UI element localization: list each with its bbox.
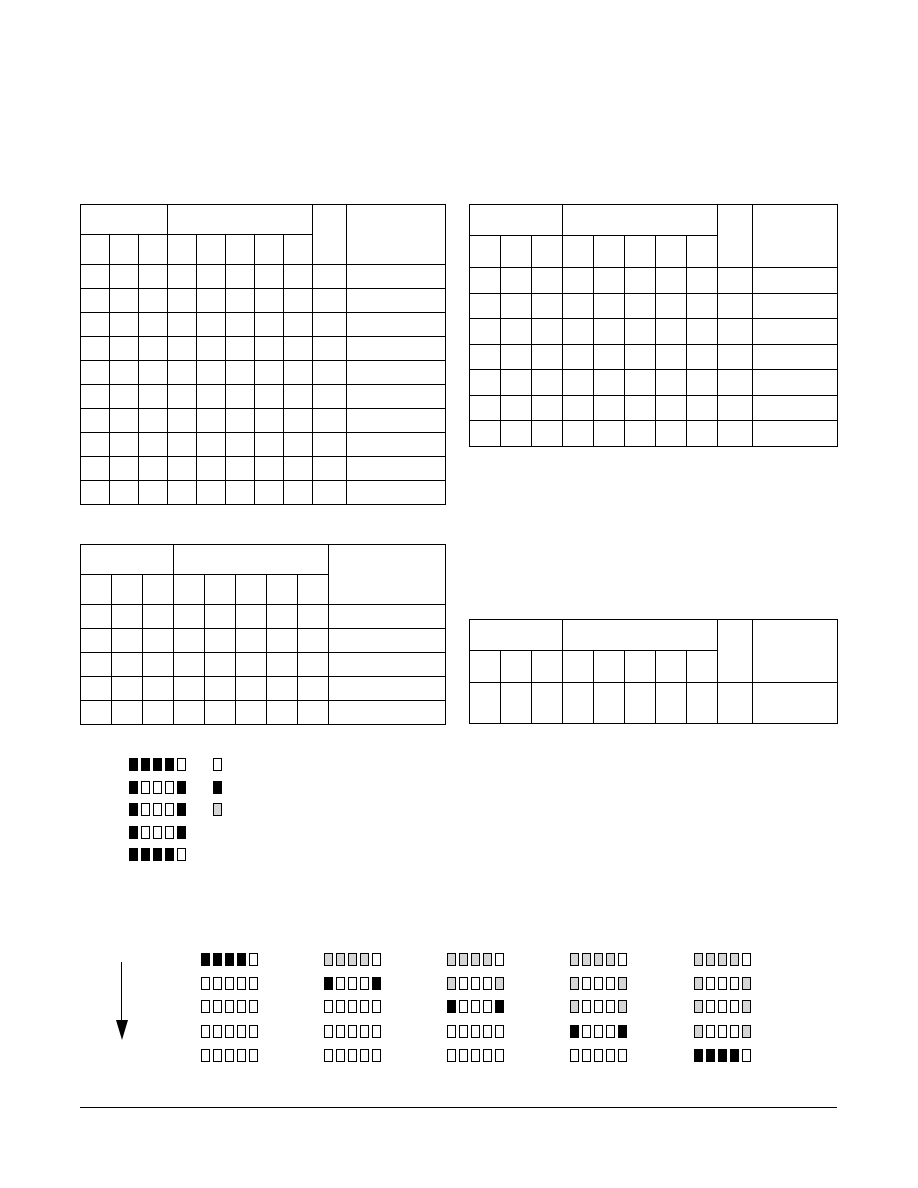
- legend-single-square: [213, 803, 222, 816]
- swatch-square: [348, 1049, 357, 1062]
- swatch-square: [372, 1025, 381, 1038]
- swatch-square: [177, 826, 186, 839]
- swatch-square: [447, 953, 456, 966]
- swatch-square: [225, 1000, 234, 1013]
- swatch-square: [706, 953, 715, 966]
- swatch-square: [742, 1000, 751, 1013]
- swatch-square: [324, 953, 333, 966]
- swatch-square: [606, 1000, 615, 1013]
- swatch-square: [336, 1025, 345, 1038]
- table-row: [81, 457, 446, 481]
- subheader-cell: [594, 236, 625, 268]
- swatch-square: [483, 1000, 492, 1013]
- swatch-square: [471, 1049, 480, 1062]
- swatch-square: [249, 953, 258, 966]
- swatch-square: [618, 1025, 627, 1038]
- swatch-square: [324, 1000, 333, 1013]
- swatch-square: [730, 953, 739, 966]
- swatch-square: [165, 781, 174, 794]
- swatch-square: [694, 977, 703, 990]
- swatch-square: [718, 953, 727, 966]
- swatch-square: [153, 848, 162, 861]
- table-4-body: [470, 683, 838, 724]
- arrow-down-icon: [116, 1020, 128, 1040]
- swatch-square: [570, 953, 579, 966]
- swatch-square: [249, 1025, 258, 1038]
- swatch-square: [742, 953, 751, 966]
- table-2-body: [470, 268, 838, 447]
- subheader-cell: [532, 236, 563, 268]
- swatch-row: [129, 758, 189, 771]
- header-cell: [174, 545, 329, 575]
- table-row: [81, 605, 446, 629]
- swatch-row: [694, 1025, 754, 1038]
- subheader-cell: [174, 575, 205, 605]
- swatch-square: [730, 1025, 739, 1038]
- subheader-cell: [594, 651, 625, 683]
- footer-rule: [80, 1107, 837, 1108]
- swatch-square: [718, 1025, 727, 1038]
- subheader-cell: [110, 235, 139, 265]
- swatch-square: [618, 1000, 627, 1013]
- swatch-row: [447, 1049, 507, 1062]
- swatch-square: [225, 1025, 234, 1038]
- swatch-square: [153, 826, 162, 839]
- swatch-square: [225, 1049, 234, 1062]
- subheader-cell: [255, 235, 284, 265]
- subheader-cell: [168, 235, 197, 265]
- swatch-square: [471, 1025, 480, 1038]
- subheader-cell: [298, 575, 329, 605]
- swatch-row: [324, 1000, 384, 1013]
- swatch-row: [201, 977, 261, 990]
- swatch-row: [201, 1000, 261, 1013]
- swatch-square: [570, 1000, 579, 1013]
- table-3-body: [81, 605, 446, 725]
- swatch-square: [225, 953, 234, 966]
- swatch-square: [165, 848, 174, 861]
- swatch-square: [570, 1025, 579, 1038]
- swatch-square: [582, 1049, 591, 1062]
- swatch-square: [742, 977, 751, 990]
- swatch-square: [153, 803, 162, 816]
- swatch-row: [447, 977, 507, 990]
- swatch-square: [336, 1000, 345, 1013]
- swatch-square: [348, 953, 357, 966]
- swatch-square: [348, 1025, 357, 1038]
- swatch-square: [483, 1025, 492, 1038]
- swatch-square: [495, 953, 504, 966]
- swatch-square: [141, 826, 150, 839]
- swatch-square: [360, 1025, 369, 1038]
- swatch-square: [249, 977, 258, 990]
- swatch-row: [447, 1000, 507, 1013]
- swatch-square: [606, 953, 615, 966]
- subheader-cell: [501, 651, 532, 683]
- subheader-cell: [267, 575, 298, 605]
- swatch-square: [694, 1025, 703, 1038]
- swatch-square: [213, 1025, 222, 1038]
- swatch-square: [177, 803, 186, 816]
- swatch-row: [129, 848, 189, 861]
- swatch-square: [165, 758, 174, 771]
- swatch-square: [237, 953, 246, 966]
- subheader-cell: [197, 235, 226, 265]
- swatch-row: [324, 1049, 384, 1062]
- swatch-row: [694, 1000, 754, 1013]
- subheader-cell: [501, 236, 532, 268]
- table-row: [81, 653, 446, 677]
- swatch-square: [360, 1000, 369, 1013]
- swatch-square: [249, 1000, 258, 1013]
- swatch-row: [694, 977, 754, 990]
- swatch-row: [447, 1025, 507, 1038]
- swatch-square: [165, 803, 174, 816]
- table-3: [80, 544, 446, 725]
- table-row: [470, 344, 838, 370]
- subheader-cell: [625, 651, 656, 683]
- header-cell: [168, 205, 313, 235]
- legend-single-square: [213, 781, 222, 794]
- swatch-row: [447, 953, 507, 966]
- swatch-square: [594, 1025, 603, 1038]
- subheader-cell: [112, 575, 143, 605]
- table-row: [81, 481, 446, 505]
- swatch-square: [459, 1049, 468, 1062]
- table-2: [469, 204, 838, 447]
- table-row: [470, 370, 838, 396]
- swatch-row: [201, 1049, 261, 1062]
- swatch-square: [694, 1049, 703, 1062]
- swatch-square: [618, 977, 627, 990]
- swatch-square: [372, 977, 381, 990]
- swatch-square: [706, 977, 715, 990]
- swatch-square: [606, 977, 615, 990]
- swatch-square: [153, 781, 162, 794]
- table-1-body: [81, 265, 446, 505]
- swatch-square: [718, 1000, 727, 1013]
- swatch-square: [606, 1049, 615, 1062]
- swatch-square: [372, 953, 381, 966]
- table-row: [81, 433, 446, 457]
- swatch-square: [201, 1025, 210, 1038]
- swatch-square: [459, 1000, 468, 1013]
- swatch-square: [495, 1025, 504, 1038]
- swatch-square: [165, 826, 174, 839]
- swatch-square: [570, 977, 579, 990]
- swatch-square: [694, 1000, 703, 1013]
- header-cell: [347, 205, 446, 265]
- header-cell: [753, 205, 838, 268]
- subheader-cell: [81, 235, 110, 265]
- table-row: [81, 265, 446, 289]
- table-row: [470, 268, 838, 294]
- table-row: [81, 701, 446, 725]
- subheader-cell: [81, 575, 112, 605]
- table-4: [469, 619, 838, 724]
- subheader-cell: [236, 575, 267, 605]
- swatch-square: [129, 758, 138, 771]
- swatch-square: [249, 1049, 258, 1062]
- table-row: [470, 395, 838, 421]
- swatch-square: [129, 803, 138, 816]
- table-row: [81, 385, 446, 409]
- swatch-square: [730, 1000, 739, 1013]
- table-row: [470, 683, 838, 724]
- swatch-square: [706, 1025, 715, 1038]
- header-cell: [81, 545, 174, 575]
- subheader-cell: [656, 236, 687, 268]
- swatch-square: [177, 781, 186, 794]
- swatch-square: [129, 848, 138, 861]
- header-cell: [313, 205, 347, 265]
- swatch-square: [201, 953, 210, 966]
- swatch-row: [129, 803, 189, 816]
- swatch-square: [694, 953, 703, 966]
- swatch-square: [594, 977, 603, 990]
- swatch-square: [594, 953, 603, 966]
- swatch-square: [718, 977, 727, 990]
- swatch-square: [213, 977, 222, 990]
- swatch-square: [237, 1000, 246, 1013]
- swatch-square: [582, 1000, 591, 1013]
- swatch-square: [447, 1025, 456, 1038]
- table-row: [81, 409, 446, 433]
- swatch-square: [336, 977, 345, 990]
- table-row: [81, 313, 446, 337]
- subheader-cell: [143, 575, 174, 605]
- subheader-cell: [226, 235, 255, 265]
- swatch-square: [459, 1025, 468, 1038]
- swatch-square: [742, 1025, 751, 1038]
- header-cell: [81, 205, 168, 235]
- swatch-square: [730, 977, 739, 990]
- swatch-square: [348, 1000, 357, 1013]
- swatch-square: [495, 977, 504, 990]
- swatch-square: [471, 1000, 480, 1013]
- swatch-square: [483, 953, 492, 966]
- swatch-square: [447, 977, 456, 990]
- swatch-row: [694, 1049, 754, 1062]
- swatch-square: [618, 953, 627, 966]
- swatch-square: [372, 1000, 381, 1013]
- swatch-square: [471, 953, 480, 966]
- swatch-square: [336, 953, 345, 966]
- swatch-square: [237, 1025, 246, 1038]
- swatch-square: [594, 1000, 603, 1013]
- header-cell: [470, 620, 563, 651]
- header-cell: [329, 545, 446, 605]
- header-cell: [718, 205, 753, 268]
- table-row: [81, 289, 446, 313]
- swatch-square: [483, 1049, 492, 1062]
- swatch-row: [324, 953, 384, 966]
- swatch-square: [582, 1025, 591, 1038]
- table-row: [81, 629, 446, 653]
- swatch-square: [225, 977, 234, 990]
- swatch-square: [201, 977, 210, 990]
- swatch-square: [201, 1000, 210, 1013]
- subheader-cell: [687, 651, 718, 683]
- swatch-square: [141, 758, 150, 771]
- swatch-square: [495, 1049, 504, 1062]
- table-row: [470, 421, 838, 447]
- header-cell: [563, 205, 718, 236]
- table-row: [470, 319, 838, 345]
- subheader-cell: [139, 235, 168, 265]
- swatch-square: [177, 758, 186, 771]
- table-row: [81, 361, 446, 385]
- swatch-row: [129, 826, 189, 839]
- table-1: [80, 204, 446, 505]
- header-cell: [753, 620, 838, 683]
- swatch-row: [570, 1000, 630, 1013]
- subheader-cell: [205, 575, 236, 605]
- subheader-cell: [563, 236, 594, 268]
- swatch-square: [360, 1049, 369, 1062]
- swatch-square: [213, 953, 222, 966]
- subheader-cell: [284, 235, 313, 265]
- swatch-row: [694, 953, 754, 966]
- swatch-square: [360, 977, 369, 990]
- swatch-square: [129, 826, 138, 839]
- swatch-square: [730, 1049, 739, 1062]
- legend-single-square: [213, 758, 222, 771]
- swatch-square: [483, 977, 492, 990]
- swatch-square: [582, 953, 591, 966]
- swatch-square: [141, 803, 150, 816]
- swatch-square: [706, 1049, 715, 1062]
- swatch-square: [237, 1049, 246, 1062]
- swatch-square: [324, 977, 333, 990]
- swatch-row: [324, 977, 384, 990]
- header-cell: [470, 205, 563, 236]
- swatch-square: [153, 758, 162, 771]
- table-row: [81, 337, 446, 361]
- subheader-cell: [687, 236, 718, 268]
- swatch-square: [372, 1049, 381, 1062]
- swatch-row: [570, 953, 630, 966]
- swatch-square: [129, 781, 138, 794]
- subheader-cell: [470, 651, 501, 683]
- swatch-square: [348, 977, 357, 990]
- swatch-square: [201, 1049, 210, 1062]
- swatch-square: [459, 977, 468, 990]
- swatch-square: [141, 848, 150, 861]
- swatch-square: [495, 1000, 504, 1013]
- arrow-shaft: [121, 962, 122, 1024]
- swatch-square: [582, 977, 591, 990]
- swatch-row: [570, 1049, 630, 1062]
- swatch-row: [201, 953, 261, 966]
- swatch-row: [201, 1025, 261, 1038]
- swatch-row: [570, 977, 630, 990]
- swatch-square: [141, 781, 150, 794]
- swatch-square: [594, 1049, 603, 1062]
- subheader-cell: [470, 236, 501, 268]
- subheader-cell: [532, 651, 563, 683]
- header-cell: [718, 620, 753, 683]
- swatch-square: [213, 1049, 222, 1062]
- subheader-cell: [656, 651, 687, 683]
- swatch-square: [237, 977, 246, 990]
- swatch-square: [570, 1049, 579, 1062]
- header-cell: [563, 620, 718, 651]
- table-row: [81, 677, 446, 701]
- subheader-cell: [563, 651, 594, 683]
- swatch-square: [618, 1049, 627, 1062]
- swatch-square: [706, 1000, 715, 1013]
- swatch-square: [336, 1049, 345, 1062]
- swatch-square: [324, 1049, 333, 1062]
- swatch-square: [471, 977, 480, 990]
- swatch-square: [459, 953, 468, 966]
- swatch-square: [324, 1025, 333, 1038]
- swatch-square: [447, 1049, 456, 1062]
- swatch-square: [606, 1025, 615, 1038]
- swatch-square: [360, 953, 369, 966]
- swatch-square: [742, 1049, 751, 1062]
- swatch-square: [213, 1000, 222, 1013]
- swatch-row: [324, 1025, 384, 1038]
- swatch-row: [570, 1025, 630, 1038]
- swatch-square: [447, 1000, 456, 1013]
- swatch-row: [129, 781, 189, 794]
- swatch-square: [718, 1049, 727, 1062]
- swatch-square: [177, 848, 186, 861]
- table-row: [470, 293, 838, 319]
- subheader-cell: [625, 236, 656, 268]
